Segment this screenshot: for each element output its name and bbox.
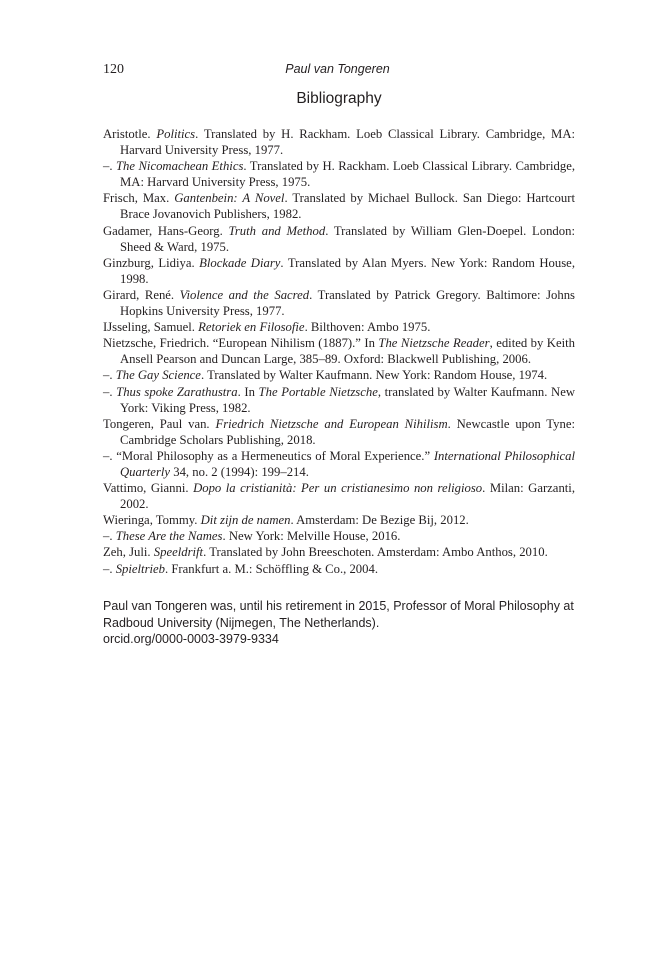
entry-text: . Bilthoven: Ambo 1975. (304, 320, 431, 335)
entry-text: Ginzburg, Lidiya. (103, 255, 200, 270)
bibliography-entry (103, 255, 575, 287)
bibliography-entry (103, 158, 575, 190)
entry-text: . Translated by Patrick Gregory. Baltimore: Johns Hopkins University Press, 1977. (120, 287, 575, 319)
entry-title-italic: Gantenbein: A Novel (174, 191, 285, 206)
entry-text: –. (103, 368, 116, 383)
entry-title-italic: These Are the Names (115, 529, 223, 544)
entry-text: . In (237, 384, 259, 399)
entry-title-italic: Politics (156, 127, 196, 141)
entry-text: . Translated by William Glen-Doepel. London: Sheed & Ward, 1975. (120, 223, 575, 254)
orcid-link[interactable]: orcid.org/0000-0003-3979-9334 (103, 632, 279, 646)
bibliography-entry (103, 223, 575, 255)
entry-text: Nietzsche, Friedrich. “European Nihilism (1887).” In (103, 336, 379, 351)
entry-title-italic: The Gay Science (115, 368, 201, 383)
bibliography-entry (103, 528, 575, 544)
entry-title-italic: The Portable Nietzsche (258, 384, 378, 399)
entry-text: , translated by Walter Kaufmann. New York: Viking Press, 1982. (120, 384, 576, 415)
bibliography-entry (103, 190, 575, 222)
bibliography-entry (103, 335, 575, 367)
entry-text: , edited by Keith Ansell Pearson and Duncan Large, 385–89. Oxford: Blackwell Publishing, 2006. (120, 336, 575, 367)
bibliography-entry (103, 544, 575, 560)
entry-text: . Translated by H. Rackham. Loeb Classical Library. Cambridge, MA: Harvard University Press, 1975. (120, 159, 576, 190)
entry-text: Frisch, Max. (103, 191, 175, 206)
bibliography-entry (103, 384, 575, 416)
entry-text: –. (103, 159, 116, 174)
running-head: Paul van Tongeren (285, 62, 390, 76)
bibliography-entry (103, 448, 575, 480)
entry-text: . Translated by John Breeschoten. Amsterdam: Ambo Anthos, 2010. (203, 545, 548, 560)
entry-text: . Frankfurt a. M.: Schöffling & Co., 2004. (165, 561, 379, 576)
entry-text: Zeh, Juli. (103, 545, 154, 560)
entry-text: Aristotle. (103, 127, 157, 141)
entry-title-italic: Thus spoke Zarathustra (116, 384, 238, 399)
entry-title-italic: The Nicomachean Ethics (115, 159, 244, 174)
entry-title-italic: Spieltrieb (115, 561, 166, 576)
entry-text: Girard, René. (103, 287, 180, 302)
entry-text: Tongeren, Paul van. (103, 416, 216, 431)
entry-text: –. (103, 561, 116, 576)
entry-text: Vattimo, Gianni. (103, 481, 194, 496)
bibliography-entry (103, 367, 575, 383)
entry-text: –. (103, 384, 117, 399)
author-bio (103, 598, 583, 648)
entry-text: 34, no. 2 (1994): 199–214. (170, 464, 309, 479)
entry-title-italic: International Philosophical Quarterly (120, 448, 575, 479)
bibliography-entry (103, 287, 575, 319)
bibliography-entry (103, 126, 575, 158)
page-number: 120 (103, 62, 124, 77)
entry-text: IJsseling, Samuel. (103, 320, 199, 335)
entry-text: . New York: Melville House, 2016. (222, 529, 401, 544)
bibliography-entry (103, 512, 575, 528)
entry-text: . Milan: Garzanti, 2002. (120, 481, 576, 512)
entry-text: . Translated by Alan Myers. New York: Random House, 1998. (120, 255, 575, 286)
entry-text: . Translated by H. Rackham. Loeb Classical Library. Cambridge, MA: Harvard University Press, 1977. (120, 127, 576, 158)
entry-text: Gadamer, Hans-Georg. (103, 223, 229, 238)
entry-title-italic: Violence and the Sacred (179, 287, 310, 302)
entry-text: . Translated by Michael Bullock. San Diego: Hartcourt Brace Jovanovich Publishers, 1982. (120, 191, 575, 222)
bibliography-entry (103, 319, 575, 335)
entry-title-italic: Truth and Method (228, 223, 326, 238)
entry-title-italic: The Nietzsche Reader (378, 336, 490, 351)
entry-title-italic: Friedrich Nietzsche and European Nihilism (215, 416, 448, 431)
bibliography-entry (103, 416, 575, 448)
entry-text: –. (103, 529, 116, 544)
entry-title-italic: Dopo la cristianità: Per un cristianesimo non religioso (193, 481, 483, 496)
entry-text: –. “Moral Philosophy as a Hermeneutics of Moral Experience.” (103, 448, 434, 463)
entry-title-italic: Retoriek en Filosofie (198, 320, 305, 335)
entry-text: . Newcastle upon Tyne: Cambridge Scholars Publishing, 2018. (120, 416, 575, 447)
entry-title-italic: Speeldrift (153, 545, 204, 560)
entry-text: Wieringa, Tommy. (103, 513, 201, 528)
bibliography-entry (103, 561, 575, 577)
entry-text: . Amsterdam: De Bezige Bij, 2012. (290, 513, 469, 528)
bibliography-list (103, 126, 575, 577)
entry-text: . Translated by Walter Kaufmann. New York: Random House, 1974. (200, 368, 548, 383)
section-title: Bibliography (296, 90, 382, 107)
entry-title-italic: Blockade Diary (199, 255, 281, 270)
entry-title-italic: Dit zijn de namen (200, 513, 291, 528)
bibliography-entry (103, 480, 575, 512)
author-bio-text: Paul van Tongeren was, until his retirement in 2015, Professor of Moral Philosophy at Radboud University (Nijmegen, The Netherlands). (103, 599, 574, 630)
